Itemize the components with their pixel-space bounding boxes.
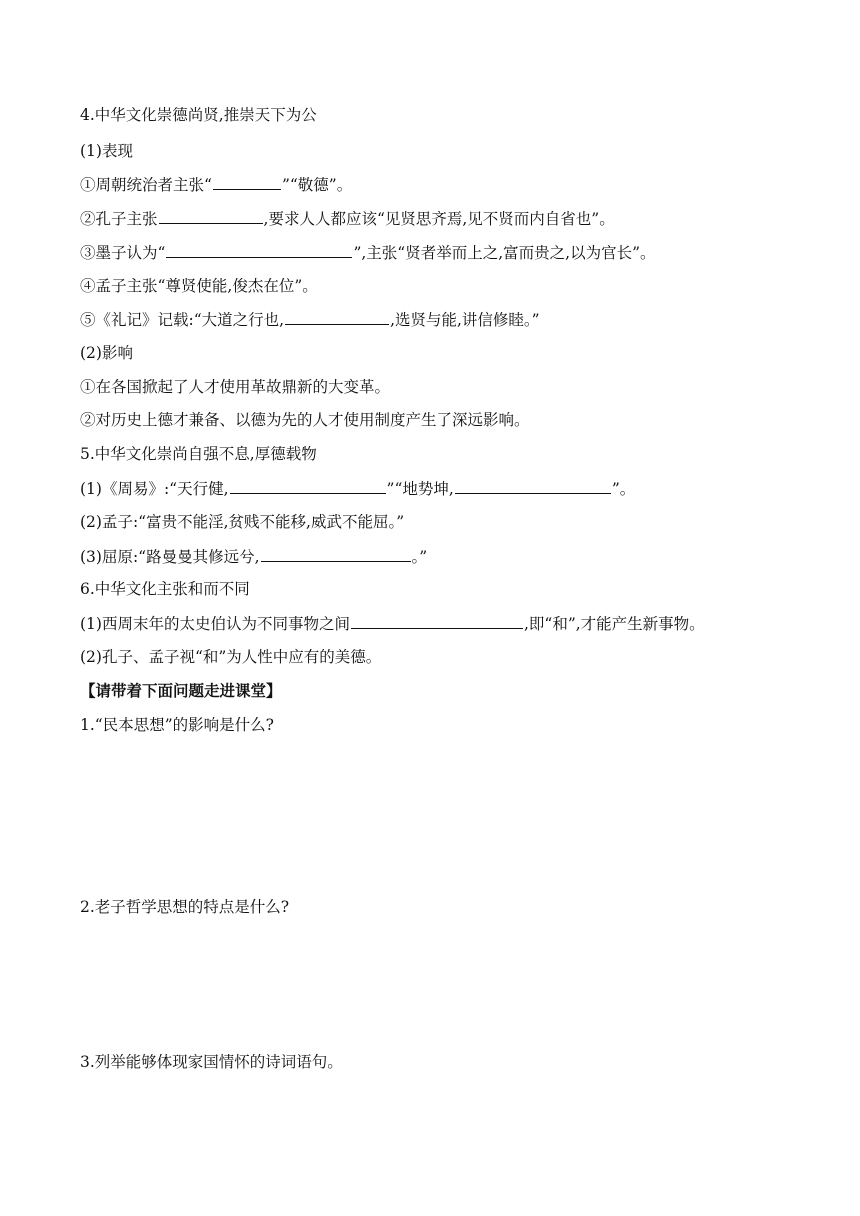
fill-blank[interactable] (455, 477, 611, 494)
fill-blank[interactable] (261, 545, 411, 562)
section5-heading: 5.中华文化崇尚自强不息,厚德载物 (80, 445, 317, 463)
section5-item-1: (1)《周易》:“天行健, ”“地势坤, ”。 (80, 477, 635, 499)
section4-heading: 4.中华文化崇德尚贤,推崇天下为公 (80, 106, 317, 124)
section4-effect-2: ②对历史上德才兼备、以德为先的人才使用制度产生了深远影响。 (80, 411, 530, 429)
section6-item-1: (1)西周末年的太史伯认为不同事物之间 ,即“和”,才能产生新事物。 (80, 612, 705, 634)
section4-effect-1: ①在各国掀起了人才使用革故鼎新的大变革。 (80, 378, 391, 396)
fill-blank[interactable] (351, 612, 523, 629)
section5-item-2: (2)孟子:“富贵不能淫,贫贱不能移,威武不能屈。” (80, 513, 405, 531)
fill-blank[interactable] (230, 477, 386, 494)
fill-blank[interactable] (285, 308, 389, 325)
question-2: 2.老子哲学思想的特点是什么? (80, 898, 290, 916)
question-3: 3.列举能够体现家国情怀的诗词语句。 (80, 1053, 343, 1071)
section4-sub-impact: (2)影响 (80, 344, 133, 362)
section4-item-1: ①周朝统治者主张“ ”“敬德”。 (80, 173, 352, 195)
section4-item-3: ③墨子认为“ ”,主张“贤者举而上之,富而贵之,以为官长”。 (80, 241, 656, 263)
fill-blank[interactable] (213, 173, 281, 190)
classroom-heading: 【请带着下面问题走进课堂】 (80, 681, 282, 700)
section4-item-2: ②孔子主张 ,要求人人都应该“见贤思齐焉,见不贤而内自省也”。 (80, 207, 615, 229)
section4-item-4: ④孟子主张“尊贤使能,俊杰在位”。 (80, 277, 318, 295)
fill-blank[interactable] (166, 241, 352, 258)
question-1: 1.“民本思想”的影响是什么? (80, 716, 274, 734)
fill-blank[interactable] (159, 207, 263, 224)
section5-item-3: (3)屈原:“路曼曼其修远兮, 。” (80, 545, 427, 567)
section4-sub-expression: (1)表现 (80, 142, 133, 160)
section4-item-5: ⑤《礼记》记载:“大道之行也, ,选贤与能,讲信修睦。” (80, 308, 540, 330)
section6-item-2: (2)孔子、孟子视“和”为人性中应有的美德。 (80, 648, 382, 666)
section6-heading: 6.中华文化主张和而不同 (80, 580, 250, 598)
